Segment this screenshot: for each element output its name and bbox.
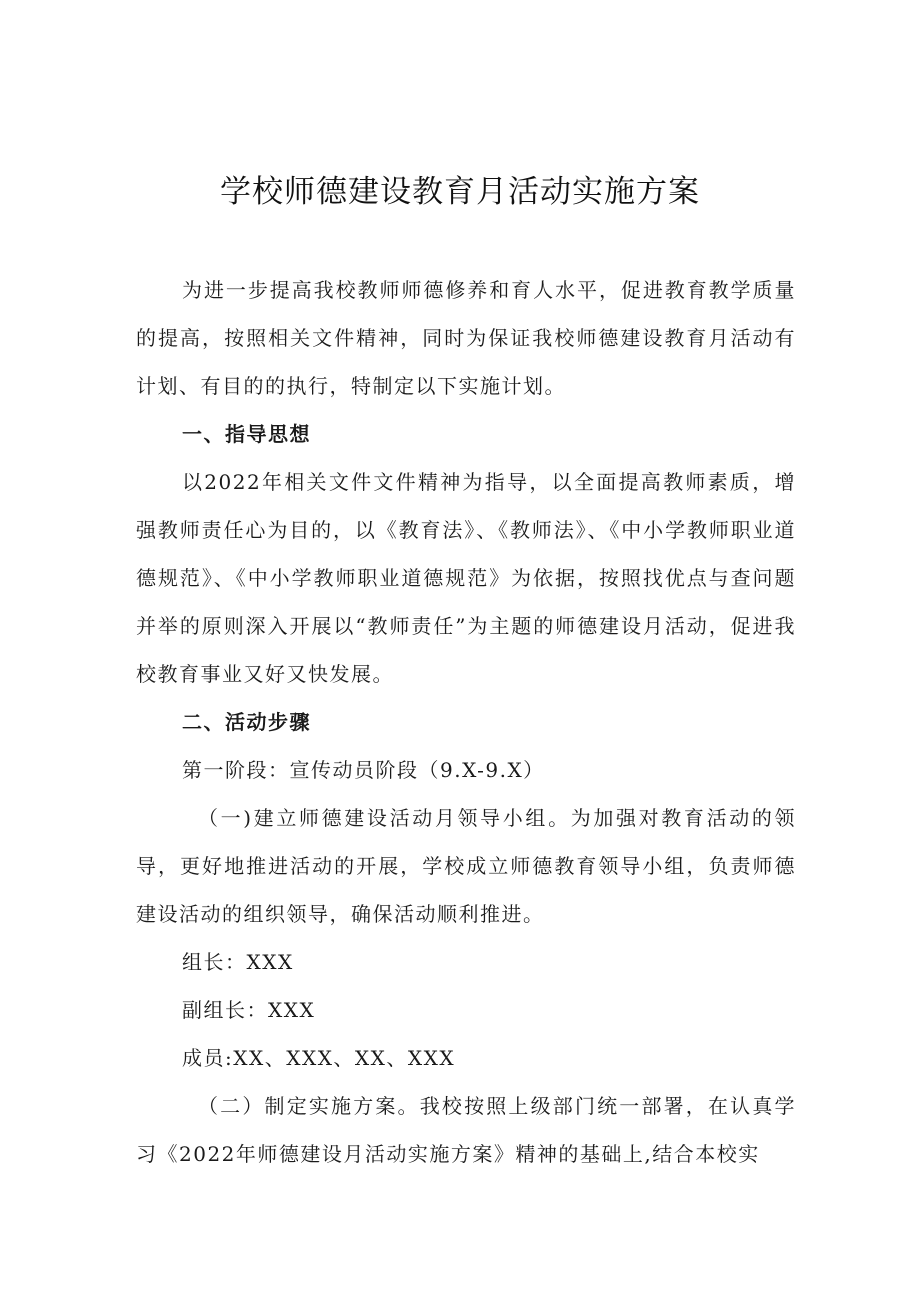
item-one-paragraph: （一)建立师德建设活动月领导小组。为加强对教育活动的领导，更好地推进活动的开展，学校成立师德教育领导小组，负责师德建设活动的组织领导，确保活动顺利推进。 — [136, 806, 796, 926]
document-title: 学校师德建设教育月活动实施方案 — [220, 174, 700, 210]
members-line: 成员:XX、XXX、XX、XXX — [182, 1046, 456, 1070]
vice-leader-line: 副组长：XXX — [182, 998, 316, 1022]
leader-line: 组长：XXX — [182, 950, 294, 974]
item-two-paragraph: （二）制定实施方案。我校按照上级部门统一部署，在认真学习《2022年师德建设月活动实施方案》精神的基础上,结合本校实 — [136, 1094, 796, 1166]
section-heading-activity-steps: 二、活动步骤 — [182, 710, 311, 734]
section-heading-guiding-ideology: 一、指导思想 — [182, 422, 311, 446]
intro-paragraph: 为进一步提高我校教师师德修养和育人水平，促进教育教学质量的提高，按照相关文件精神，同时为保证我校师德建设教育月活动有计划、有目的的执行，特制定以下实施计划。 — [136, 278, 796, 398]
stage-one-line: 第一阶段：宣传动员阶段（9.X-9.X） — [182, 758, 545, 782]
document-body — [136, 266, 796, 1178]
guiding-ideology-paragraph: 以2022年相关文件文件精神为指导，以全面提高教师素质，增强教师责任心为目的，以《教育法》、《教师法》、《中小学教师职业道德规范》、《中小学教师职业道德规范》为依据，按照找优点与查问题并举的原则深入开展以“教师责任”为主题的师德建设月活动，促进我校教育事业又好又快发展。 — [136, 470, 796, 686]
